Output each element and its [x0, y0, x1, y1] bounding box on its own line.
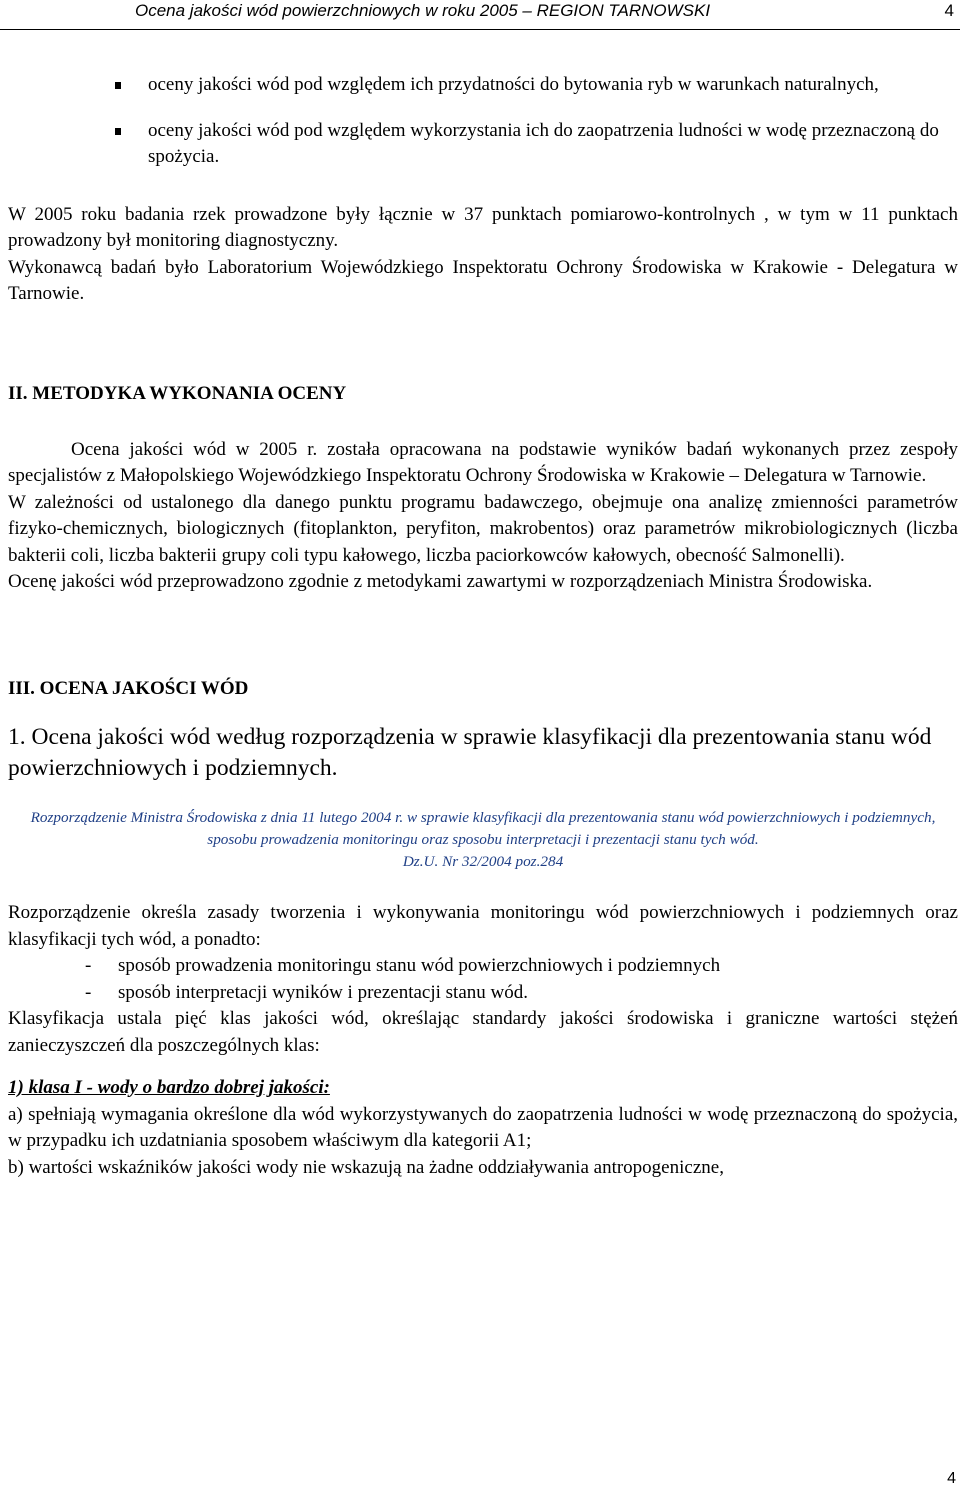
intro-paragraph: W 2005 roku badania rzek prowadzone były łącznie w 37 punktach pomiarowo-kontrolnych , w tym w 11 punktach prowadzony był monitoring diagnostyczny.	[8, 203, 958, 251]
header-page-number: 4	[944, 1, 954, 20]
subsection-heading: 1. Ocena jakości wód według rozporządzenia w sprawie klasyfikacji dla prezentowania stanu wód powierzchniowych i podziemnych.	[8, 723, 932, 781]
footer-page-number: 4	[947, 1470, 956, 1487]
bullet-square-icon	[115, 128, 121, 135]
bullet-list	[8, 72, 958, 171]
document-body	[8, 72, 958, 1181]
list-item	[8, 118, 958, 171]
bullet-square-icon	[115, 82, 121, 89]
regulation-citation	[8, 807, 958, 873]
page-header	[0, 0, 960, 30]
section-paragraph: Klasyfikacja ustala pięć klas jakości wód, określając standardy jakości środowiska i graniczne wartości stężeń zanieczyszczeń dla poszczególnych klas:	[8, 1008, 958, 1056]
citation-text: Rozporządzenie Ministra Środowiska z dnia 11 lutego 2004 r. w sprawie klasyfikacji dla prezentowania stanu wód powierzchniowych i podziemnych, sposobu prowadzenia monitoringu oraz sposobu interpretacji i prezentacji stanu tych wód.	[30, 809, 936, 848]
dash-list-item	[8, 980, 958, 1007]
citation-reference: Dz.U. Nr 32/2004 poz.284	[402, 853, 564, 870]
dash-item-text: sposób interpretacji wyników i prezentacji stanu wód.	[118, 981, 528, 1003]
header-title: Ocena jakości wód powierzchniowych w roku 2005 – REGION TARNOWSKI	[135, 1, 711, 20]
section-paragraph: Ocenę jakości wód przeprowadzono zgodnie z metodykami zawartymi w rozporządzeniach Ministra Środowiska.	[8, 571, 873, 592]
bullet-text: oceny jakości wód pod względem ich przydatności do bytowania ryb w warunkach naturalnych,	[148, 74, 879, 95]
dash-marker: -	[85, 955, 92, 976]
list-item	[8, 72, 958, 99]
intro-paragraph: Wykonawcą badań było Laboratorium Wojewódzkiego Inspektoratu Ochrony Środowiska w Krakowie - Delegatura w Tarnowie.	[8, 256, 958, 304]
dash-list-item	[8, 953, 958, 980]
section-heading: II. METODYKA WYKONANIA OCENY	[8, 382, 347, 404]
class-heading: 1) klasa I - wody o bardzo dobrej jakości:	[8, 1077, 330, 1098]
section-heading: III. OCENA JAKOŚCI WÓD	[8, 677, 249, 699]
dash-item-text: sposób prowadzenia monitoringu stanu wód powierzchniowych i podziemnych	[118, 955, 721, 976]
dash-marker: -	[85, 981, 92, 1003]
bullet-text: oceny jakości wód pod względem wykorzystania ich do zaopatrzenia ludności w wodę przeznaczoną do spożycia.	[148, 119, 939, 167]
class-item: b) wartości wskaźników jakości wody nie wskazują na żadne oddziaływania antropogeniczne,	[8, 1156, 724, 1178]
section-paragraph: Ocena jakości wód w 2005 r. została opracowana na podstawie wyników badań wykonanych przez zespoły specjalistów z Małopolskiego Wojewódzkiego Inspektoratu Ochrony Środowiska w Krakowie – Delegatura w Tarnowie.	[8, 438, 958, 486]
class-item: a) spełniają wymagania określone dla wód wykorzystywanych do zaopatrzenia ludności w wodę przeznaczoną do spożycia, w przypadku ich uzdatniania sposobem właściwym dla kategorii A1;	[8, 1103, 958, 1151]
section-paragraph: W zależności od ustalonego dla danego punktu programu badawczego, obejmuje ona analizę zmienności parametrów fizyko-chemicznych, biologicznych (fitoplankton, peryfiton, makrobentos) oraz parametrów mikrobiologicznych (liczba bakterii coli, liczba bakterii grupy coli typu kałowego, liczba paciorkowców kałowych, obecność Salmonelli).	[8, 491, 958, 566]
section-paragraph: Rozporządzenie określa zasady tworzenia i wykonywania monitoringu wód powierzchniowych i podziemnych oraz klasyfikacji tych wód, a ponadto:	[8, 902, 958, 950]
